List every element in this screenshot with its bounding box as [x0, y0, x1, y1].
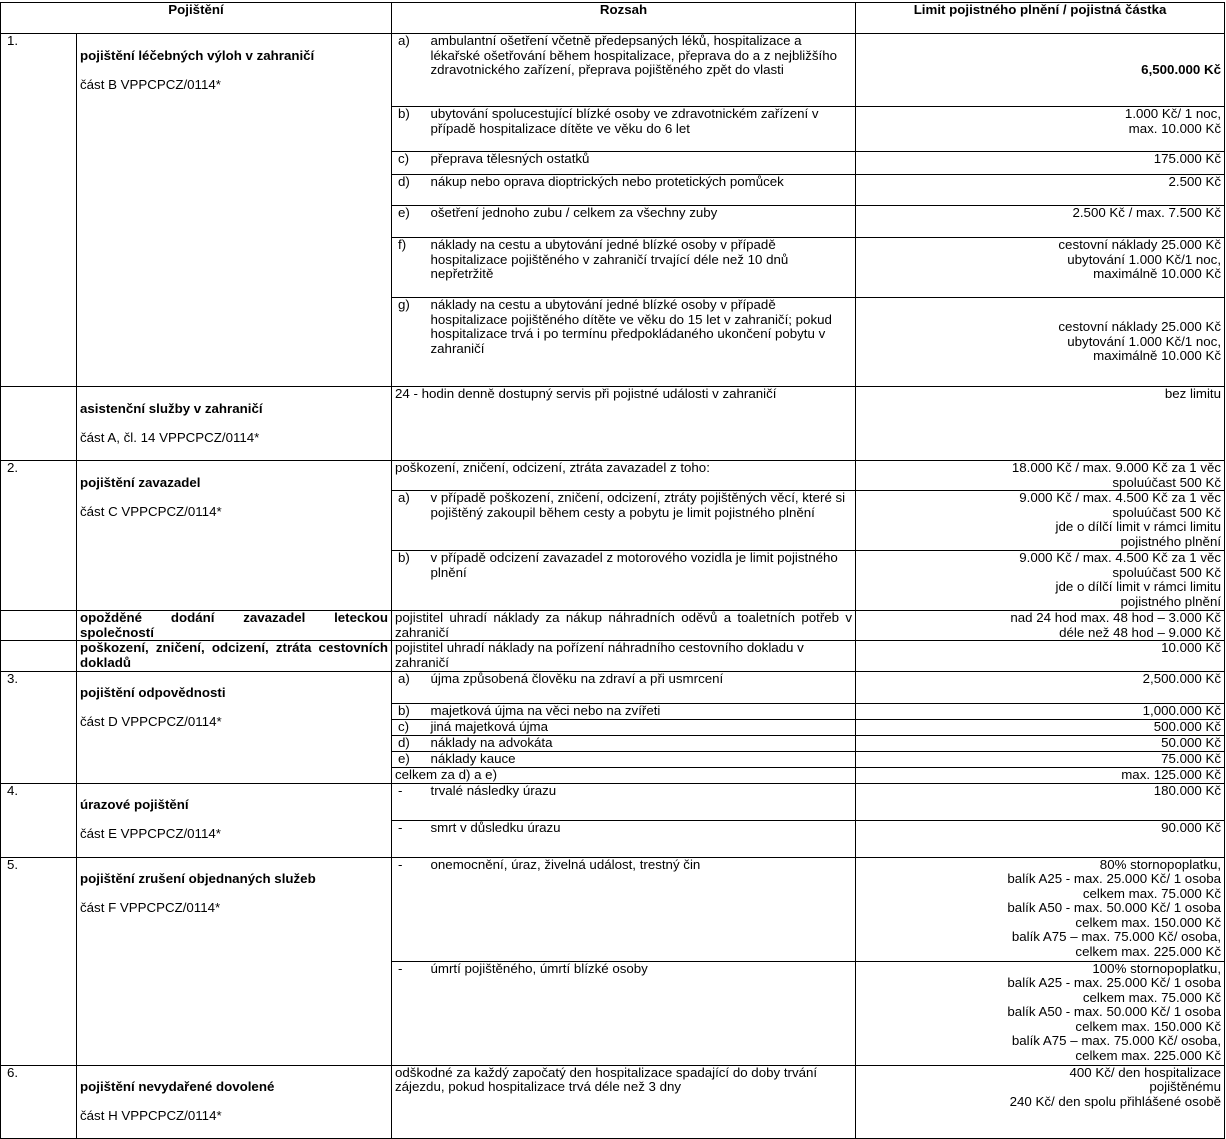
item-limit: 500.000 Kč — [856, 719, 1225, 735]
insurance-table — [0, 2, 1225, 1139]
item-bullet: - — [392, 961, 428, 1065]
item-bullet: - — [392, 820, 428, 857]
item-text: 24 - hodin denně dostupný servis při pojistné události v zahraničí — [392, 387, 856, 461]
section-name-cell — [77, 783, 392, 857]
item-limit: 6,500.000 Kč — [856, 34, 1225, 107]
item-limit: 80% stornopoplatku, balík A25 - max. 25.000 Kč/ 1 osoba celkem max. 75.000 Kč balík A50 - max. 50.000 Kč/ 1 osoba celkem max. 150.000 Kč balík A75 – max. 75.000 Kč/ osoba, celkem max. 225.000 Kč — [856, 857, 1225, 961]
item-text: náklady na advokáta — [428, 735, 856, 751]
item-text: celkem za d) a e) — [392, 767, 856, 783]
item-text: náklady na cestu a ubytování jedné blízké osoby v případě hospitalizace pojištěného v zahraničí trvající déle než 10 dnů nepřetržitě — [428, 238, 856, 298]
item-limit: 2.500 Kč — [856, 175, 1225, 206]
section-name: pojištění nevydařené dovolené — [80, 1079, 275, 1095]
section-name: pojištění léčebných výloh v zahraničí — [80, 47, 315, 63]
item-letter: b) — [392, 703, 428, 719]
item-bullet: - — [392, 857, 428, 961]
item-limit: nad 24 hod max. 48 hod – 3.000 Kč déle než 48 hod – 9.000 Kč — [856, 611, 1225, 641]
item-limit: 9.000 Kč / max. 4.500 Kč za 1 věc spoluúčast 500 Kč jde o dílčí limit v rámci limitu pojistného plnění — [856, 491, 1225, 551]
item-limit: 10.000 Kč — [856, 641, 1225, 671]
item-limit: 2,500.000 Kč — [856, 671, 1225, 703]
section-number: 1. — [1, 34, 77, 387]
section-name: poškození, zničení, odcizení, ztráta cestovních dokladů — [77, 641, 392, 671]
item-limit: 180.000 Kč — [856, 783, 1225, 820]
item-text: jiná majetková újma — [428, 719, 856, 735]
header-insurance: Pojištění — [1, 3, 392, 34]
section-name-cell — [77, 857, 392, 1065]
item-limit: 75.000 Kč — [856, 751, 1225, 767]
section-name: pojištění odpovědnosti — [80, 685, 226, 701]
item-text: v případě poškození, zničení, odcizení, ztráty pojištěných věcí, které si pojištěný zakoupil během cesty a pobytu je limit pojistného plnění — [428, 491, 856, 551]
item-text: ubytování spolucestující blízké osoby ve zdravotnickém zařízení v případě hospitalizace dítěte ve věku do 6 let — [428, 107, 856, 152]
item-limit: cestovní náklady 25.000 Kč ubytování 1.000 Kč/1 noc, maximálně 10.000 Kč — [856, 238, 1225, 298]
item-limit: 100% stornopoplatku, balík A25 - max. 25.000 Kč/ 1 osoba celkem max. 75.000 Kč balík A50 - max. 50.000 Kč/ 1 osoba celkem max. 150.000 Kč balík A75 – max. 75.000 Kč/ osoba, celkem max. 225.000 Kč — [856, 961, 1225, 1065]
item-letter: c) — [392, 719, 428, 735]
item-text: přeprava tělesných ostatků — [428, 152, 856, 175]
section-name-cell — [77, 1065, 392, 1139]
section-number: 5. — [1, 857, 77, 1065]
item-letter: g) — [392, 298, 428, 387]
item-letter: e) — [392, 206, 428, 238]
section-name-cell — [77, 671, 392, 783]
section-number: 2. — [1, 460, 77, 610]
section-name-cell — [77, 460, 392, 610]
item-text: pojistitel uhradí náklady za nákup náhradních oděvů a toaletních potřeb v zahraničí — [392, 611, 856, 641]
section-ref: část E VPPCPCZ/0114* — [80, 826, 221, 842]
item-text: onemocnění, úraz, živelná událost, trestný čin — [428, 857, 856, 961]
section-name-cell — [77, 387, 392, 461]
section-ref: část D VPPCPCZ/0114* — [80, 714, 222, 730]
item-text: trvalé následky úrazu — [428, 783, 856, 820]
item-letter: a) — [392, 491, 428, 551]
item-limit: bez limitu — [856, 387, 1225, 461]
item-text: úmrtí pojištěného, úmrtí blízké osoby — [428, 961, 856, 1065]
item-text: náklady na cestu a ubytování jedné blízké osoby v případě hospitalizace pojištěného dítěte ve věku do 15 let v zahraničí; pokud hospitalizace trvá i po termínu předpokládaného ukončení pobytu v zahraničí — [428, 298, 856, 387]
item-text: majetková újma na věci nebo na zvířeti — [428, 703, 856, 719]
item-text: ošetření jednoho zubu / celkem za všechny zuby — [428, 206, 856, 238]
item-text: odškodné za každý započatý den hospitalizace spadající do doby trvání zájezdu, pokud hospitalizace trvá déle než 3 dny — [392, 1065, 856, 1139]
item-text: v případě odcizení zavazadel z motorového vozidla je limit pojistného plnění — [428, 551, 856, 611]
item-letter: b) — [392, 551, 428, 611]
section-name: pojištění zrušení objednaných služeb — [80, 871, 316, 887]
item-letter: d) — [392, 735, 428, 751]
item-limit: 1.000 Kč/ 1 noc, max. 10.000 Kč — [856, 107, 1225, 152]
item-text: poškození, zničení, odcizení, ztráta zavazadel z toho: — [392, 460, 856, 490]
item-bullet: - — [392, 783, 428, 820]
header-limit: Limit pojistného plnění / pojistná částka — [856, 3, 1225, 34]
section-number: 6. — [1, 1065, 77, 1139]
section-number: 4. — [1, 783, 77, 857]
item-text: smrt v důsledku úrazu — [428, 820, 856, 857]
item-limit: 400 Kč/ den hospitalizace pojištěnému 240 Kč/ den spolu přihlášené osobě — [856, 1065, 1225, 1139]
section-number-empty — [1, 641, 77, 671]
item-text: náklady kauce — [428, 751, 856, 767]
item-limit: 18.000 Kč / max. 9.000 Kč za 1 věc spoluúčast 500 Kč — [856, 460, 1225, 490]
item-limit: 2.500 Kč / max. 7.500 Kč — [856, 206, 1225, 238]
section-ref: část C VPPCPCZ/0114* — [80, 503, 222, 519]
item-limit: 175.000 Kč — [856, 152, 1225, 175]
section-name: úrazové pojištění — [80, 797, 189, 813]
section-ref: část F VPPCPCZ/0114* — [80, 900, 221, 916]
item-letter: c) — [392, 152, 428, 175]
item-letter: b) — [392, 107, 428, 152]
item-letter: a) — [392, 671, 428, 703]
section-ref: část A, čl. 14 VPPCPCZ/0114* — [80, 429, 260, 445]
item-letter: f) — [392, 238, 428, 298]
section-name-cell — [77, 34, 392, 387]
item-limit: 50.000 Kč — [856, 735, 1225, 751]
section-name: pojištění zavazadel — [80, 474, 201, 490]
item-text: ambulantní ošetření včetně předepsaných léků, hospitalizace a lékařské ošetřování během hospitalizace, přeprava do a z nejbližšího zdravotnického zařízení, přeprava pojištěného zpět do vlasti — [428, 34, 856, 107]
item-letter: e) — [392, 751, 428, 767]
section-name: asistenční služby v zahraničí — [80, 400, 263, 416]
item-limit: 1,000.000 Kč — [856, 703, 1225, 719]
item-limit: max. 125.000 Kč — [856, 767, 1225, 783]
section-number: 3. — [1, 671, 77, 783]
section-ref: část H VPPCPCZ/0114* — [80, 1108, 222, 1124]
item-letter: d) — [392, 175, 428, 206]
section-number-empty — [1, 611, 77, 641]
item-letter: a) — [392, 34, 428, 107]
section-ref: část B VPPCPCZ/0114* — [80, 76, 221, 92]
item-text: nákup nebo oprava dioptrických nebo protetických pomůcek — [428, 175, 856, 206]
header-scope: Rozsah — [392, 3, 856, 34]
item-limit: 9.000 Kč / max. 4.500 Kč za 1 věc spoluúčast 500 Kč jde o dílčí limit v rámci limitu pojistného plnění — [856, 551, 1225, 611]
item-limit: 90.000 Kč — [856, 820, 1225, 857]
section-name: opožděné dodání zavazadel leteckou společností — [77, 611, 392, 641]
item-text: pojistitel uhradí náklady na pořízení náhradního cestovního dokladu v zahraničí — [392, 641, 856, 671]
item-limit: cestovní náklady 25.000 Kč ubytování 1.000 Kč/1 noc, maximálně 10.000 Kč — [856, 298, 1225, 387]
section-number-empty — [1, 387, 77, 461]
item-text: újma způsobená člověku na zdraví a při usmrcení — [428, 671, 856, 703]
